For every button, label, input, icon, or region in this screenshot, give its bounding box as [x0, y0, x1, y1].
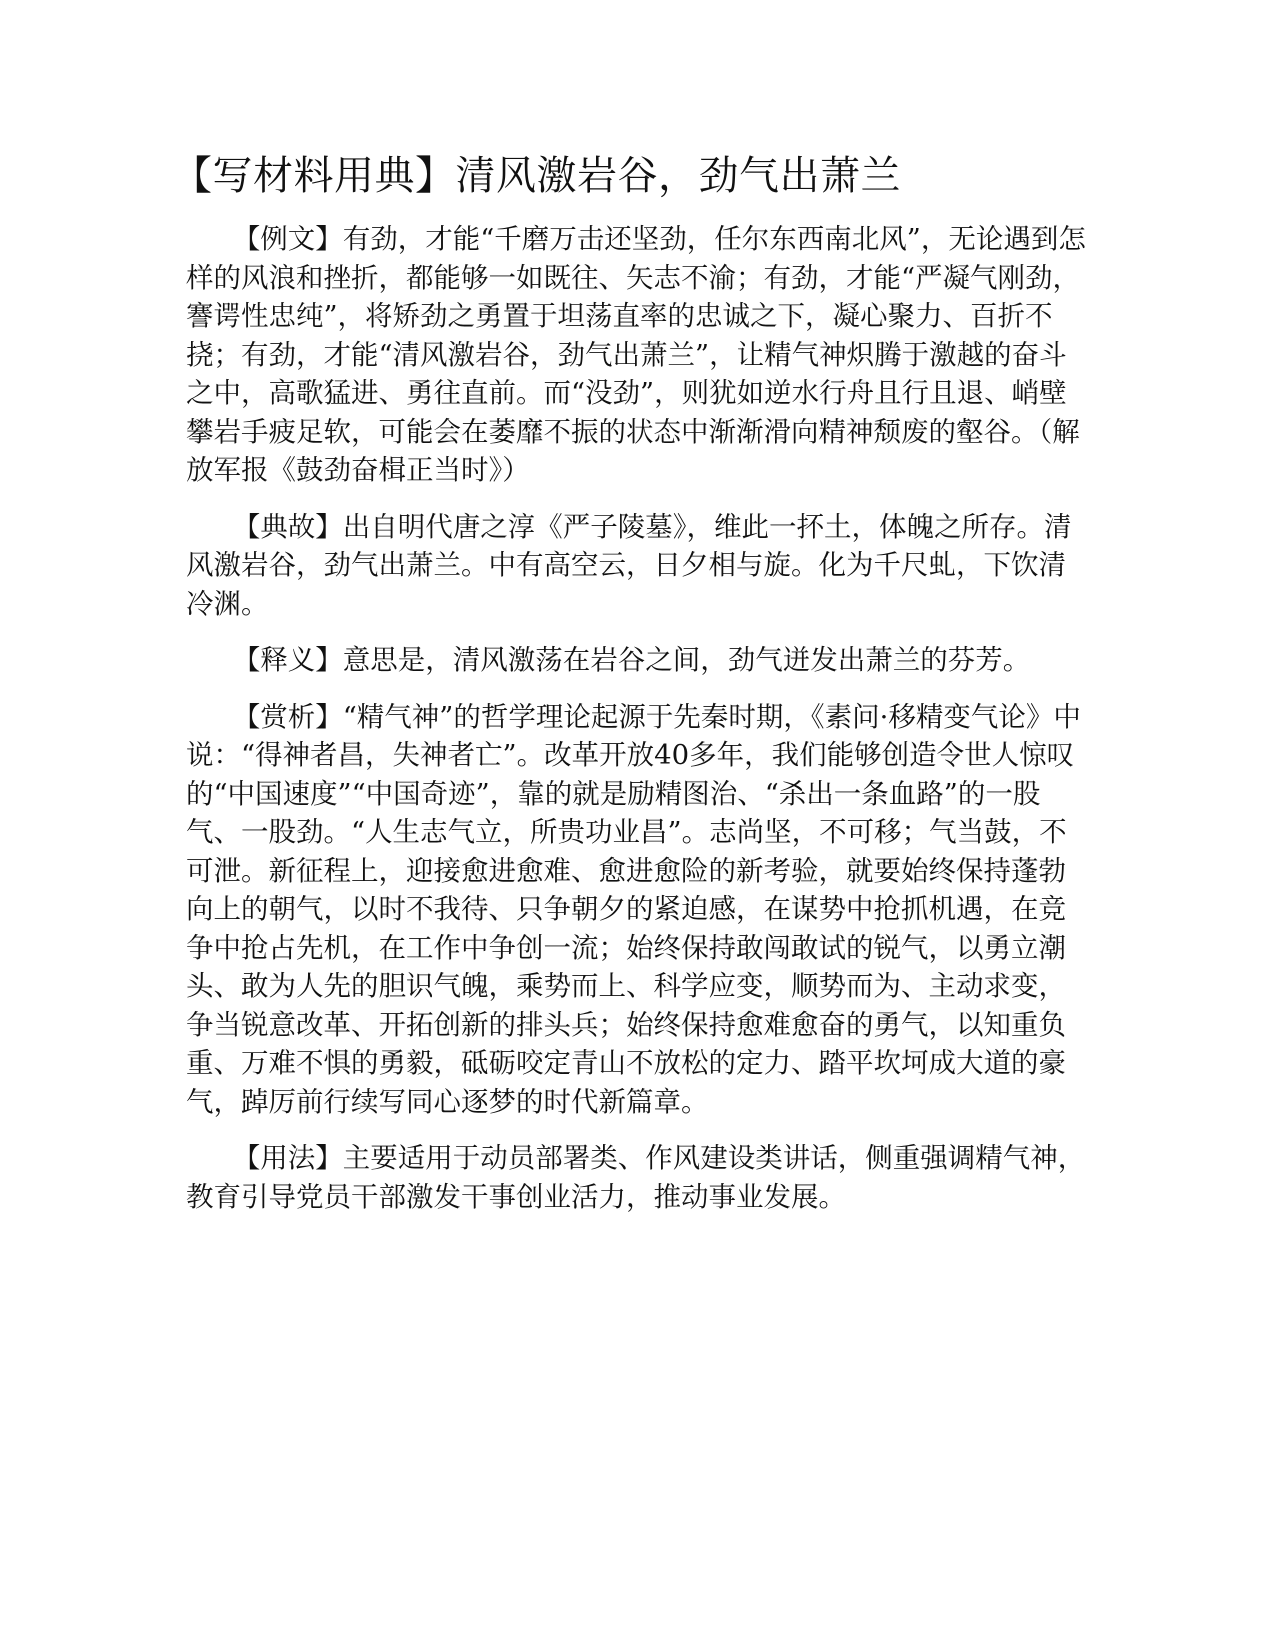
section-allusion — [186, 508, 1086, 624]
document-page — [172, 150, 1086, 1234]
section-meaning — [186, 641, 1086, 680]
section-meaning-tag: 【释义】 — [232, 644, 343, 676]
section-appreciation-tag: 【赏析】 — [232, 700, 343, 733]
section-appreciation — [186, 698, 1086, 1122]
section-usage-text: 主要适用于动员部署类、作风建设类讲话，侧重强调精气神，教育引导党员干部激发干事创业活力，推动事业发展。 — [186, 1142, 1086, 1213]
document-title: 【写材料用典】清风激岩谷，劲气出萧兰 — [172, 153, 901, 199]
section-appreciation-text: “精气神”的哲学理论起源于先秦时期，《素问·移精变气论》中说：“得神者昌，失神者亡”。改革开放40多年，我们能够创造令世人惊叹的“中国速度”“中国奇迹”，靠的就是励精图治、“杀出一条血路”的一股气、一股劲。“人生志气立，所贵功业昌”。志尚坚，不可移；气当鼓，不可泄。新征程上，迎接愈进愈难、愈进愈险的新考验，就要始终保持蓬勃向上的朝气，以时不我待、只争朝夕的紧迫感，在谋势中抢抓机遇，在竞争中抢占先机，在工作中争创一流；始终保持敢闯敢试的锐气，以勇立潮头、敢为人先的胆识气魄，乘势而上、科学应变，顺势而为、主动求变，争当锐意改革、开拓创新的排头兵；始终保持愈难愈奋的勇气，以知重负重、万难不惧的勇毅，砥砺咬定青山不放松的定力、踏平坎坷成大道的豪气，踔厉前行续写同心逐梦的时代新篇章。 — [186, 700, 1081, 1118]
section-example-tag: 【例文】 — [232, 223, 343, 255]
section-example-text: 有劲，才能“千磨万击还坚劲，任尔东西南北风”，无论遇到怎样的风浪和挫折，都能够一如既往、矢志不渝；有劲，才能“严凝气刚劲，謇谔性忠纯”，将矫劲之勇置于坦荡直率的忠诚之下，凝心聚力、百折不挠；有劲，才能“清风激岩谷，劲气出萧兰”，让精气神炽腾于激越的奋斗之中，高歌猛进、勇往直前。而“没劲”，则犹如逆水行舟且行且退、峭壁攀岩手疲足软，可能会在萎靡不振的状态中渐渐滑向精神颓废的壑谷。（解放军报《鼓劲奋楫正当时》） — [186, 223, 1086, 486]
section-allusion-text: 出自明代唐之淳《严子陵墓》，维此一抔土，体魄之所存。清风激岩谷，劲气出萧兰。中有高空云，日夕相与旋。化为千尺虬，下饮清冷渊。 — [186, 510, 1072, 620]
section-usage-tag: 【用法】 — [232, 1142, 343, 1174]
section-meaning-text: 意思是，清风激荡在岩谷之间，劲气迸发出萧兰的芬芳。 — [342, 644, 1031, 676]
section-allusion-tag: 【典故】 — [232, 510, 343, 543]
section-usage — [186, 1139, 1086, 1216]
section-example — [186, 220, 1086, 490]
